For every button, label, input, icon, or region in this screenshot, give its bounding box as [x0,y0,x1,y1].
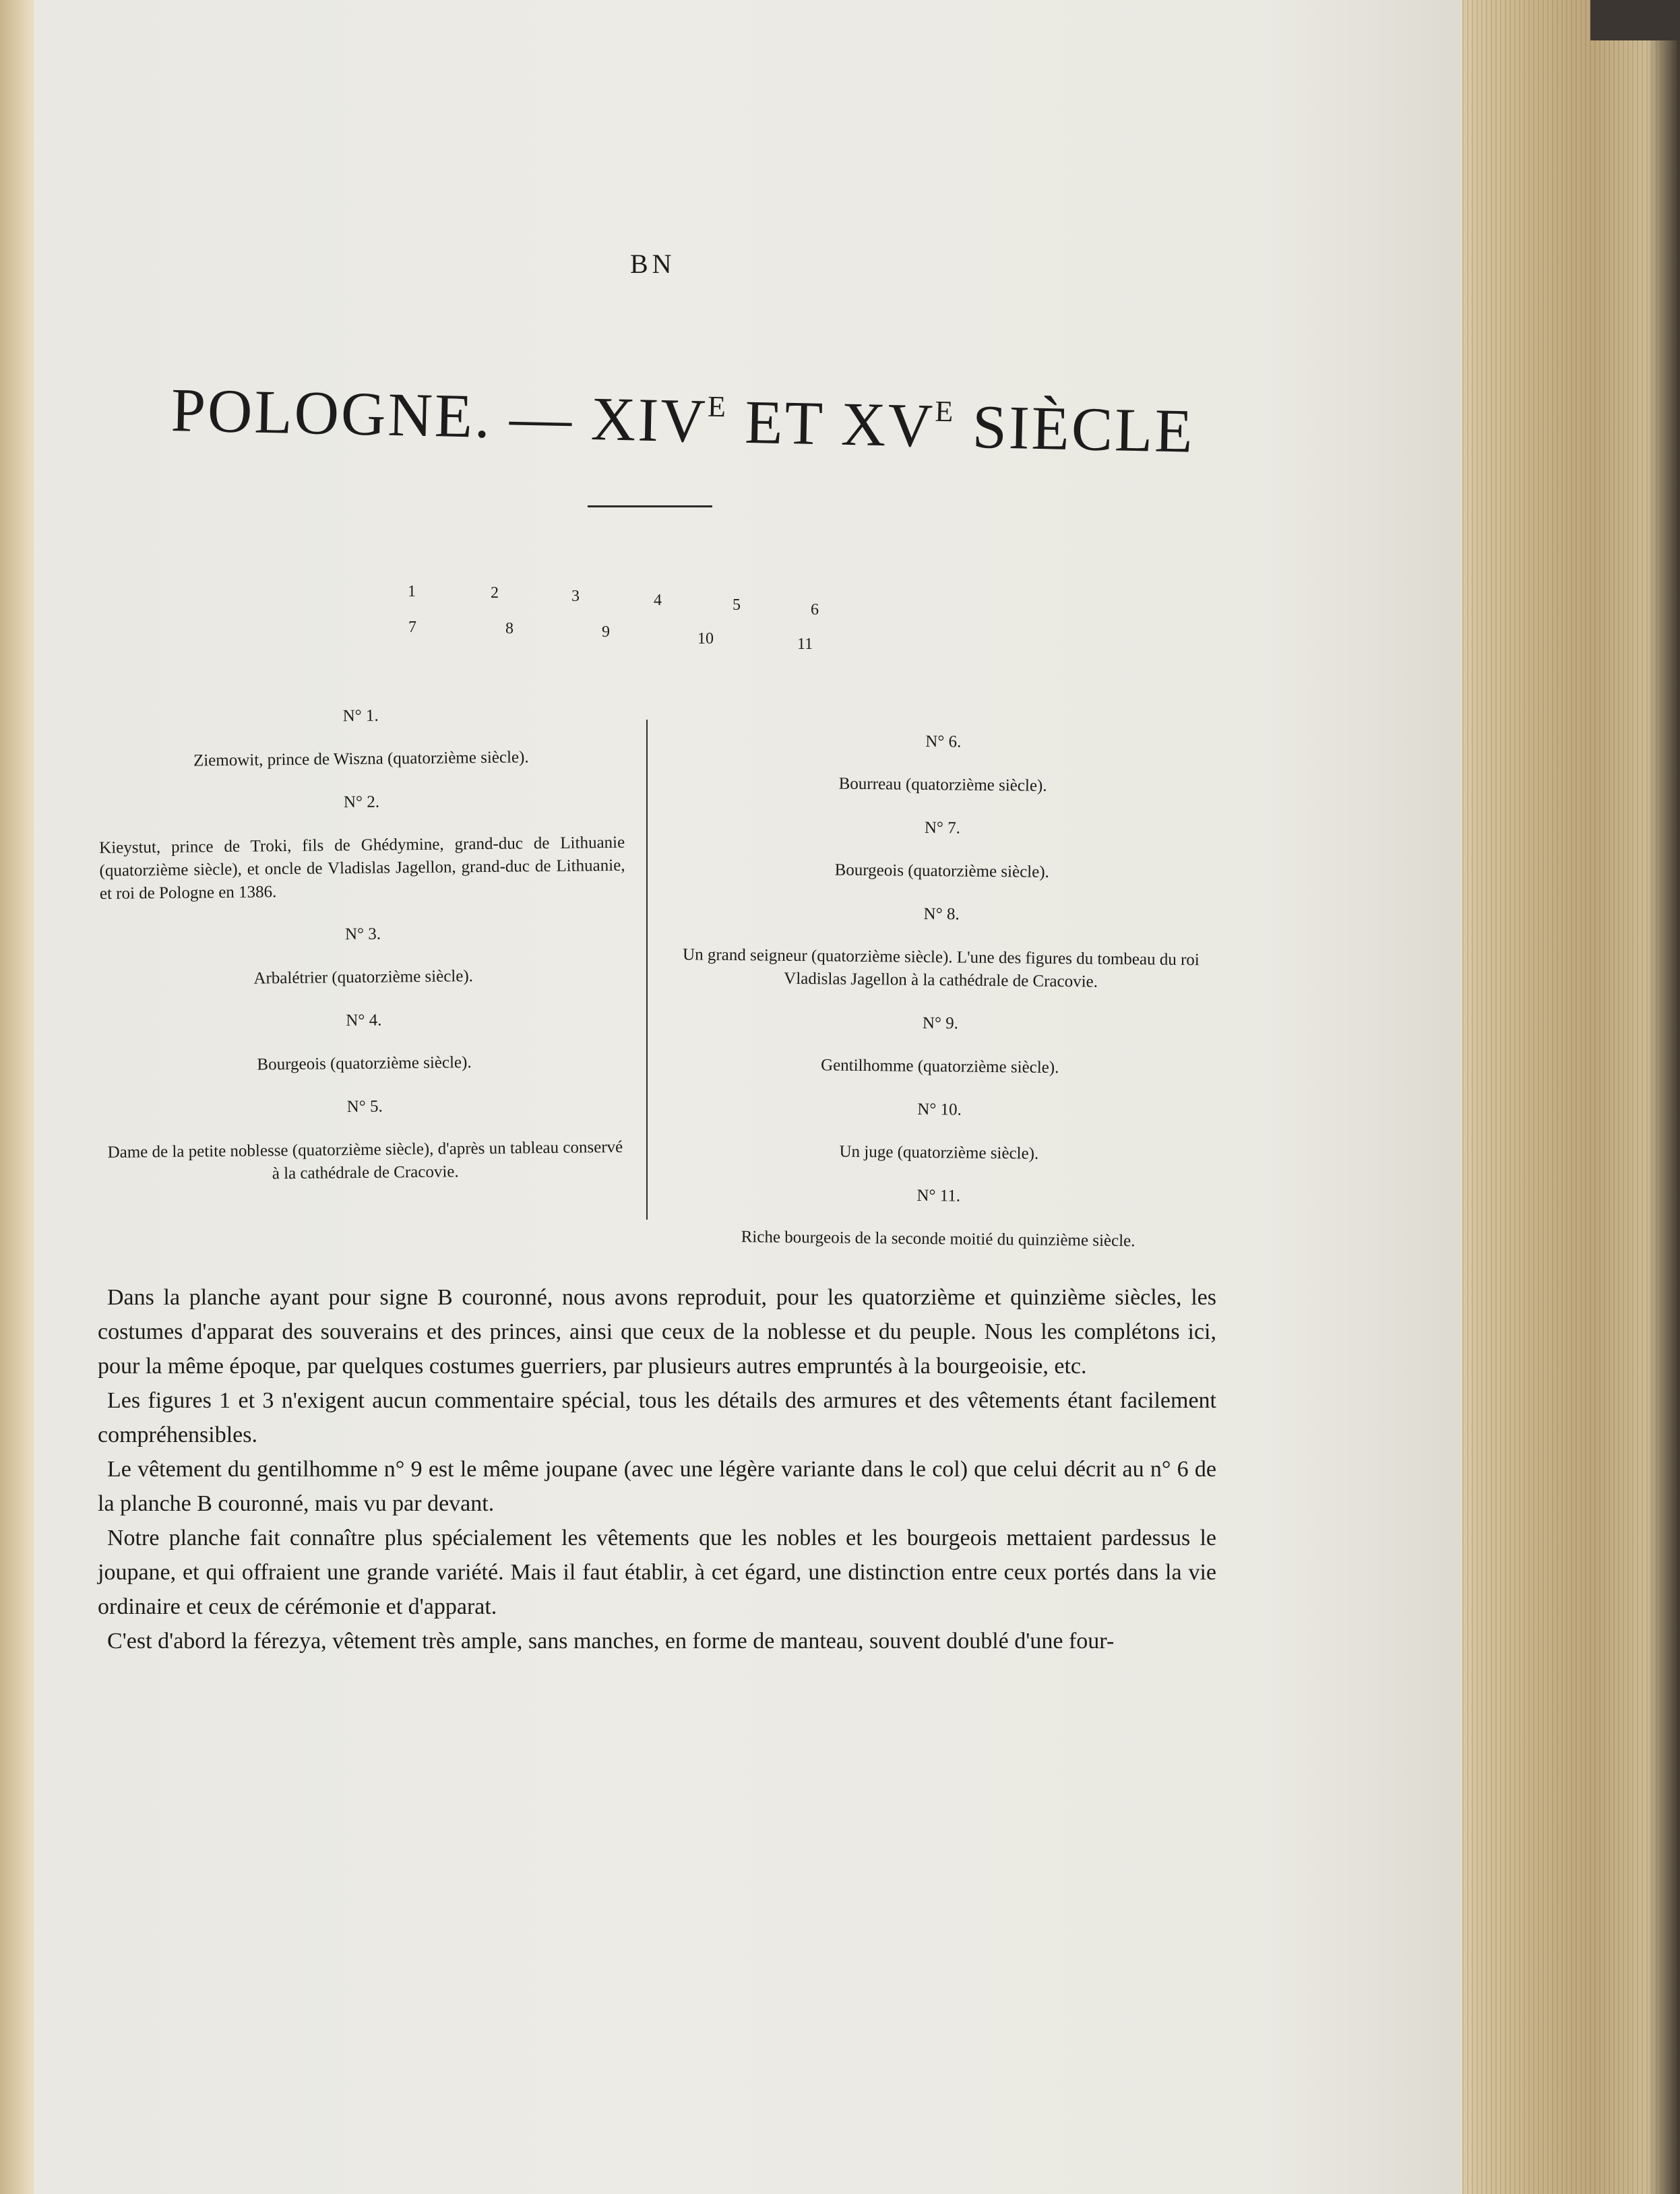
body-paragraph: Dans la planche ayant pour signe B couronné, nous avons reproduit, pour les quatorzième et quinzième siècles, les costumes d'apparat des souverains et des princes, ainsi que ceux de la noblesse et du peuple. Nous les complétons ici, pour la même époque, par quelques costumes guerriers, par plusieurs autres empruntés à la bourgeoisie, etc. [98,1285,1216,1379]
legend-number: N° 3. [344,924,381,944]
legend-number: N° 8. [923,904,960,924]
body-paragraph: Les figures 1 et 3 n'exigent aucun commentaire spécial, tous les détails des armures et des vêtements étant facilement compréhensibles. [98,1388,1216,1447]
legend-number: N° 11. [916,1186,961,1205]
title-part-1: POLOGNE. — XIV [170,375,708,456]
body-text [98,1280,1216,1658]
body-paragraph: Le vêtement du gentilhomme n° 9 est le même joupane (avec une légère variante dans le col) que celui décrit au n° 6 de la planche B couronné, mais vu par devant. [98,1457,1216,1516]
figure-number: 4 [654,592,662,609]
figure-number: 8 [505,620,514,637]
legend-description: Ziemowit, prince de Wiszna (quatorzième siècle). [193,748,529,770]
legend-number: N° 4. [346,1011,382,1030]
column-divider [646,720,648,1220]
legend-number: N° 2. [343,792,380,812]
figure-number: 11 [797,635,813,653]
legend-description: Kieystut, prince de Troki, fils de Ghédymine, grand-duc de Lithuanie (quatorzième siècle), et oncle de Vladislas Jagellon, grand-duc de Lithuanie, et roi de Pologne en 1386. [99,833,625,903]
figure-number: 6 [811,601,819,619]
figure-number: 3 [571,588,580,605]
figure-number: 7 [408,619,416,636]
title-superscript-2: E [934,394,956,429]
book-page [34,0,1483,2194]
legend-right-column [665,728,1216,1274]
body-paragraph: C'est d'abord la férezya, vêtement très ample, sans manches, en forme de manteau, souvent doublé d'une four- [107,1629,1115,1654]
legend-description: Riche bourgeois de la seconde moitié du quinzième siècle. [741,1228,1135,1251]
legend-number: N° 6. [925,732,962,751]
figure-number: 1 [408,583,416,600]
figure-number: 10 [697,630,714,648]
body-paragraph: Notre planche fait connaître plus spécialement les vêtements que les nobles et les bourgeois mettaient pardessus le joupane, et qui offraient une grande variété. Mais il faut établir, à cet égard, une distinction entre ceux portés dans la vie ordinaire et ceux de cérémonie et d'apparat. [98,1526,1216,1619]
figure-number: 9 [602,623,610,641]
legend-number: N° 10. [917,1100,962,1119]
legend-number: N° 9. [922,1013,959,1033]
book-cover-corner [1590,0,1680,40]
figure-number: 2 [491,584,499,602]
legend-description: Bourgeois (quatorzième siècle). [834,860,1050,881]
book-page-edges [1462,0,1680,2194]
legend-description: Gentilhomme (quatorzième siècle). [820,1056,1059,1077]
legend-description: Un juge (quatorzième siècle). [839,1142,1039,1163]
legend-number: N° 7. [924,818,961,838]
title-part-3: SIÈCLE [954,391,1195,466]
title-superscript-1: E [707,389,728,424]
legend-description: Dame de la petite noblesse (quatorzième siècle), d'après un tableau conservé à la cathédrale de Cracovie. [107,1137,623,1183]
title-part-2: ET XV [726,387,936,460]
page-title [170,374,1195,466]
legend-number: N° 5. [346,1097,383,1117]
legend-left-column [98,702,629,1208]
plate-mark: BN [630,249,676,279]
legend-description: Arbalétrier (quatorzième siècle). [253,967,474,988]
legend-description: Un grand seigneur (quatorzième siècle). L'une des figures du tombeau du roi Vladislas Jagellon à la cathédrale de Cracovie. [682,945,1200,991]
legend-number: N° 1. [342,706,379,726]
legend-description: Bourreau (quatorzième siècle). [838,774,1047,795]
title-rule [588,505,712,507]
figure-number: 5 [733,596,741,614]
legend-description: Bourgeois (quatorzième siècle). [257,1053,472,1074]
